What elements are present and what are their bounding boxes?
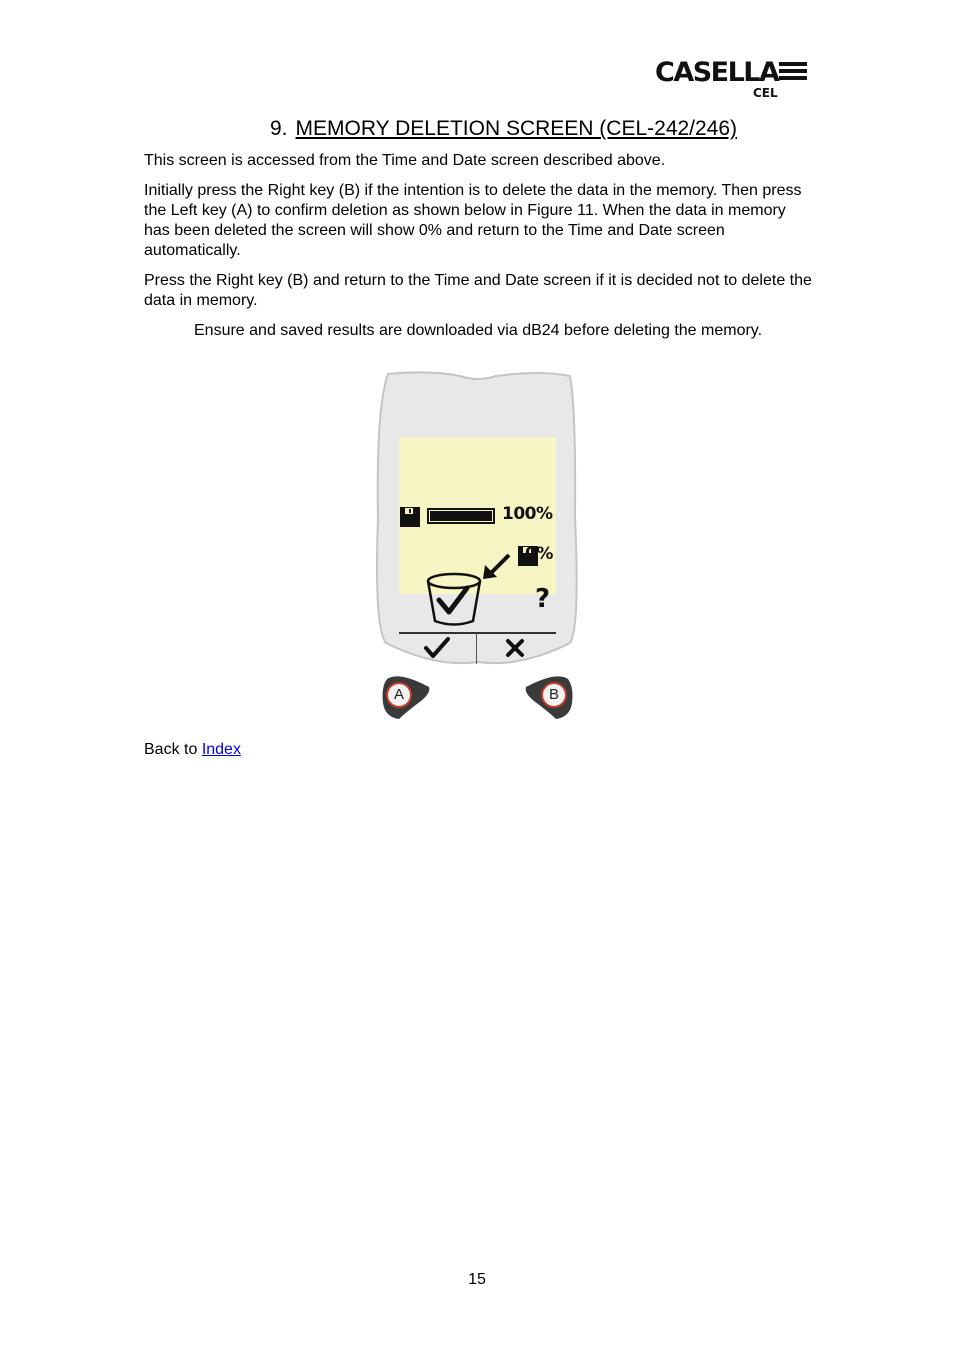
key-a-label: A	[393, 686, 404, 703]
left-key-a-button[interactable]	[381, 673, 433, 723]
softkey-divider	[476, 634, 477, 664]
page-number: 15	[468, 1271, 486, 1288]
memory-used-label: 100%	[502, 504, 553, 524]
index-link[interactable]: Index	[201, 741, 241, 758]
logo-subtitle: CEL	[753, 86, 778, 100]
key-b-label: B	[548, 686, 559, 703]
trash-bin-icon	[425, 572, 483, 628]
back-to-index	[144, 740, 241, 760]
warning-paragraph: Ensure and saved results are downloaded via dB24 before deleting the memory.	[194, 322, 763, 339]
softkey-bar	[399, 632, 556, 664]
device-figure	[370, 368, 586, 724]
instruction-paragraph: Initially press the Right key (B) if the intention is to delete the data in the memory. Then press the Left key (A) to confirm deletion as shown below in Figure 11. When the data in memory has been deleted the screen will show 0% and return to the Time and Date screen automatically.	[144, 182, 802, 259]
memory-bar-icon	[427, 508, 495, 524]
casella-logo	[655, 58, 815, 102]
memory-after-label: 0%	[525, 544, 553, 564]
right-key-b-button[interactable]	[522, 673, 574, 723]
floppy-disk-icon	[399, 506, 421, 528]
cross-icon	[505, 638, 525, 658]
intro-paragraph: This screen is accessed from the Time and Date screen described above.	[144, 152, 666, 169]
section-heading	[270, 116, 737, 142]
confirm-question-icon: ?	[535, 584, 551, 614]
device-keypad	[370, 673, 586, 723]
section-title: MEMORY DELETION SCREEN (CEL-242/246)	[295, 117, 738, 140]
logo-bars-icon	[779, 62, 807, 84]
arrow-icon	[479, 551, 515, 581]
lcd-screen	[399, 437, 556, 614]
logo-wordmark: CASELLA	[655, 57, 779, 88]
section-number: 9.	[270, 117, 288, 140]
checkmark-icon	[424, 636, 450, 660]
cancel-paragraph: Press the Right key (B) and return to the Time and Date screen if it is decided not to delete the data in memory.	[144, 272, 812, 309]
back-prefix: Back to	[144, 741, 198, 758]
